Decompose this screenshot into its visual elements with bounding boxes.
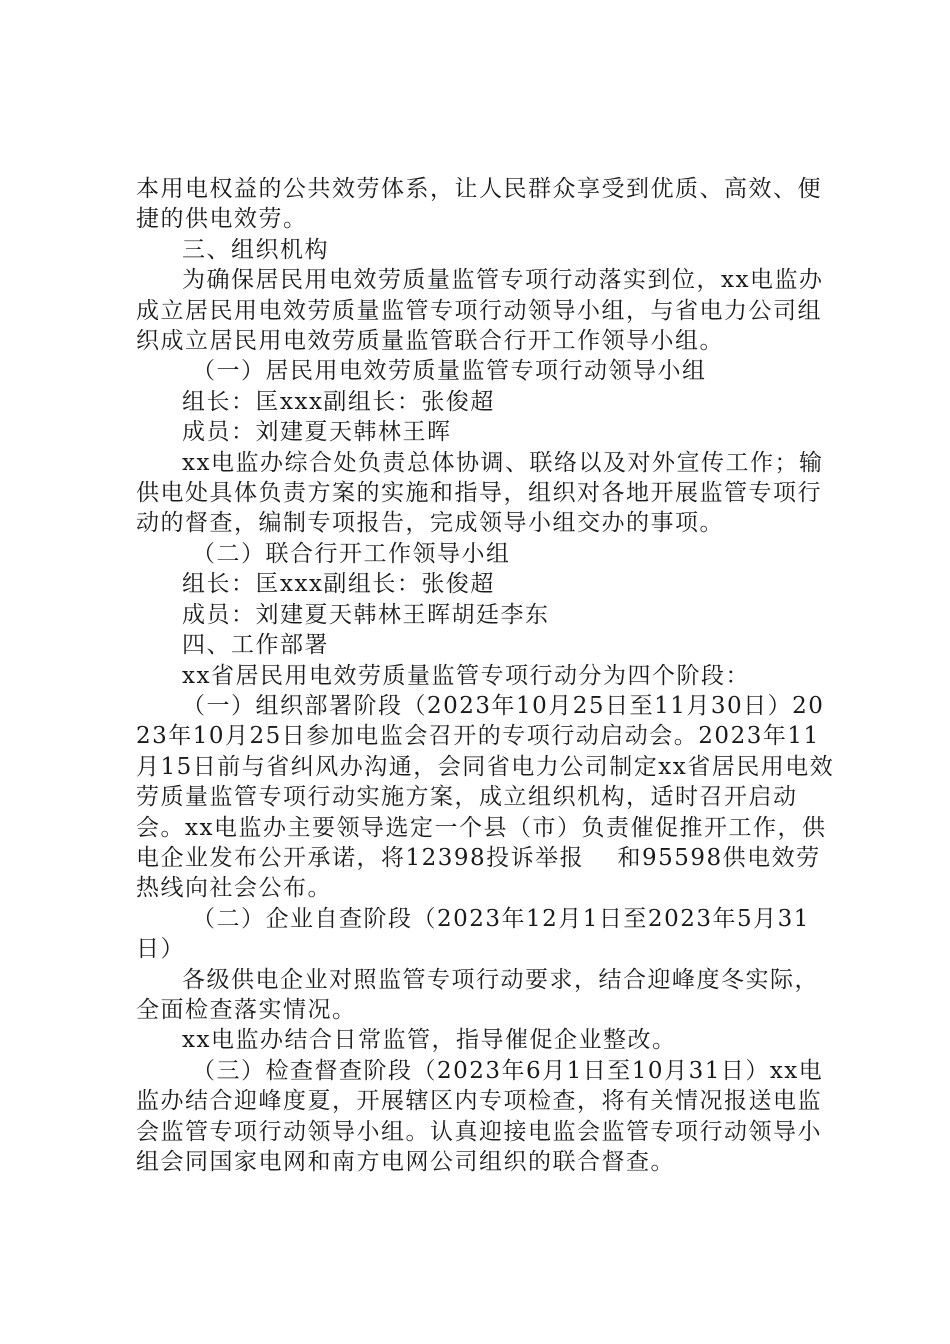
body-paragraph: 为确保居民用电效劳质量监管专项行动落实到位，xx电监办成立居民用电效劳质量监管专项行动领导小组，与省电力公司组织成立居民用电效劳质量监管联合行开工作领导小组。 — [136, 267, 824, 355]
document-body — [136, 174, 836, 1177]
body-paragraph: xx省居民用电效劳质量监管专项行动分为四个阶段： — [182, 662, 750, 689]
body-paragraph: xx电监办综合处负责总体协调、联络以及对外宣传工作；输供电处具体负责方案的实施和指导，组织对各地开展监管专项行动的督查，编制专项报告，完成领导小组交办的事项。 — [136, 449, 824, 537]
subsection-heading: （二）联合行开工作领导小组 — [192, 540, 511, 567]
subsection-heading: （二）企业自查阶段（2023年12月1日至2023年5月31日） — [136, 905, 810, 963]
body-paragraph: （一）组织部署阶段（2023年10月25日至11月30日）2023年10月25日参加电监会召开的专项行动启动会。2023年11月15日前与省纠风办沟通，会同省电力公司制定xx省居民用电效劳质量监管专项行动实施方案，成立组织机构，适时召开启动会。xx电监办主要领导选定一个县（市）负责催促推开工作，供电企业发布公开承诺，将12398投诉举报 和95598供电效劳热线向社会公布。 — [136, 692, 835, 902]
body-paragraph: 本用电权益的公共效劳体系，让人民群众享受到优质、高效、便捷的供电效劳。 — [136, 176, 822, 233]
body-paragraph: 成员：刘建夏天韩林王晖胡廷李东 — [182, 601, 550, 628]
body-paragraph: 成员：刘建夏天韩林王晖 — [182, 419, 452, 446]
subsection-heading: （一）居民用电效劳质量监管专项行动领导小组 — [192, 358, 707, 385]
body-paragraph: xx电监办结合日常监管，指导催促企业整改。 — [182, 1027, 677, 1054]
subsection-heading: （三）检查督查阶段（2023年6月1日至10月31日）xx电监办结合迎峰度夏，开展辖区内专项检查，将有关情况报送电监会监管专项行动领导小组。认真迎接电监会监管专项行动领导小组会同国家电网和南方电网公司组织的联合督查。 — [136, 1057, 824, 1175]
body-paragraph: 各级供电企业对照监管专项行动要求，结合迎峰度冬实际，全面检查落实情况。 — [136, 966, 819, 1023]
body-paragraph: 组长：匡xxx副组长：张俊超 — [182, 571, 495, 598]
section-heading-organization: 三、组织机构 — [182, 236, 329, 263]
section-heading-deployment: 四、工作部署 — [182, 632, 329, 659]
body-paragraph: 组长：匡xxx副组长：张俊超 — [182, 388, 495, 415]
